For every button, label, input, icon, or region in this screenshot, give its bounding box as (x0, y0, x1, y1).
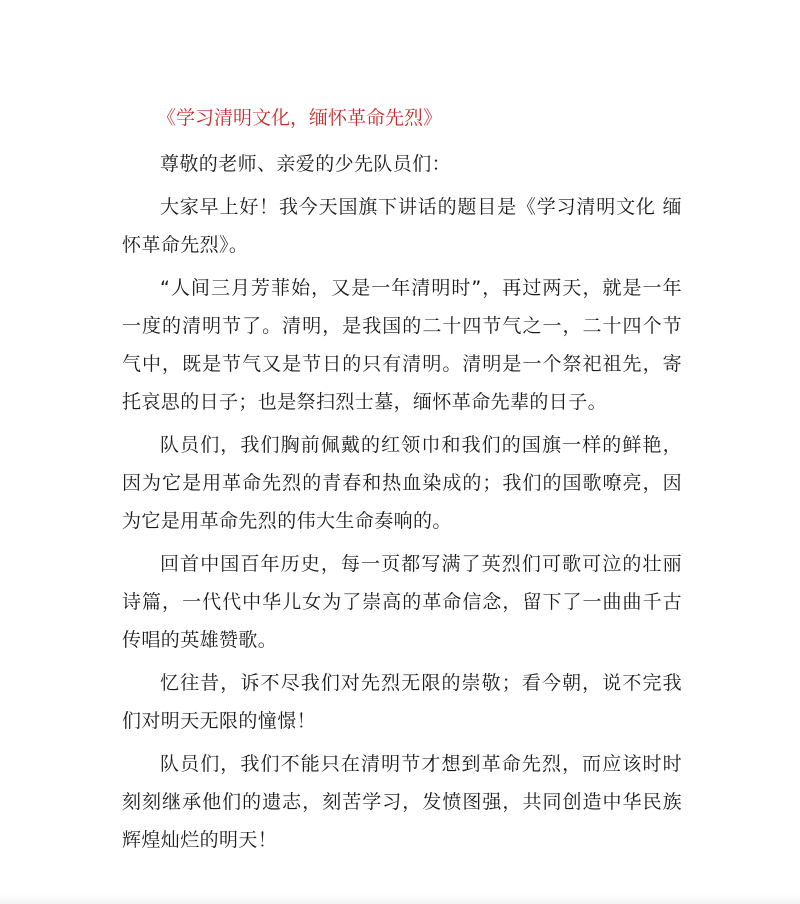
paragraph-red-scarf: 队员们，我们胸前佩戴的红领巾和我们的国旗一样的鲜艳，因为它是用革命先烈的青春和热血染成的；我们的国歌嘹亮，因为它是用革命先烈的伟大生命奏响的。 (122, 434, 682, 532)
paragraph-opening: 大家早上好！我今天国旗下讲话的题目是《学习清明文化 缅怀革命先烈》。 (122, 196, 682, 256)
paragraph-qingming: “人间三月芳菲始，又是一年清明时”，再过两天，就是一年一度的清明节了。清明，是我国的二十四节气之一，二十四个节气中，既是节气又是节日的只有清明。清明是一个祭祀祖先，寄托哀思的日子；也是祭扫烈士墓，缅怀革命先辈的日子。 (122, 277, 682, 413)
paragraph-closing: 队员们，我们不能只在清明节才想到革命先烈，而应该时时刻刻继承他们的遗志，刻苦学习，发愤图强，共同创造中华民族辉煌灿烂的明天！ (122, 753, 682, 851)
document-title: 《学习清明文化，缅怀革命先烈》 (157, 107, 443, 129)
paragraph-history: 回首中国百年历史，每一页都写满了英烈们可歌可泣的壮丽诗篇，一代代中华儿女为了崇高的革命信念，留下了一曲曲千古传唱的英雄赞歌。 (122, 553, 682, 651)
paragraph-greeting: 尊敬的老师、亲爱的少先队员们： (160, 153, 452, 175)
document-body (122, 145, 682, 859)
page-bottom-edge (0, 894, 800, 904)
paragraph-remembrance: 忆往昔，诉不尽我们对先烈无限的崇敬；看今朝，说不完我们对明天无限的憧憬！ (122, 672, 682, 732)
